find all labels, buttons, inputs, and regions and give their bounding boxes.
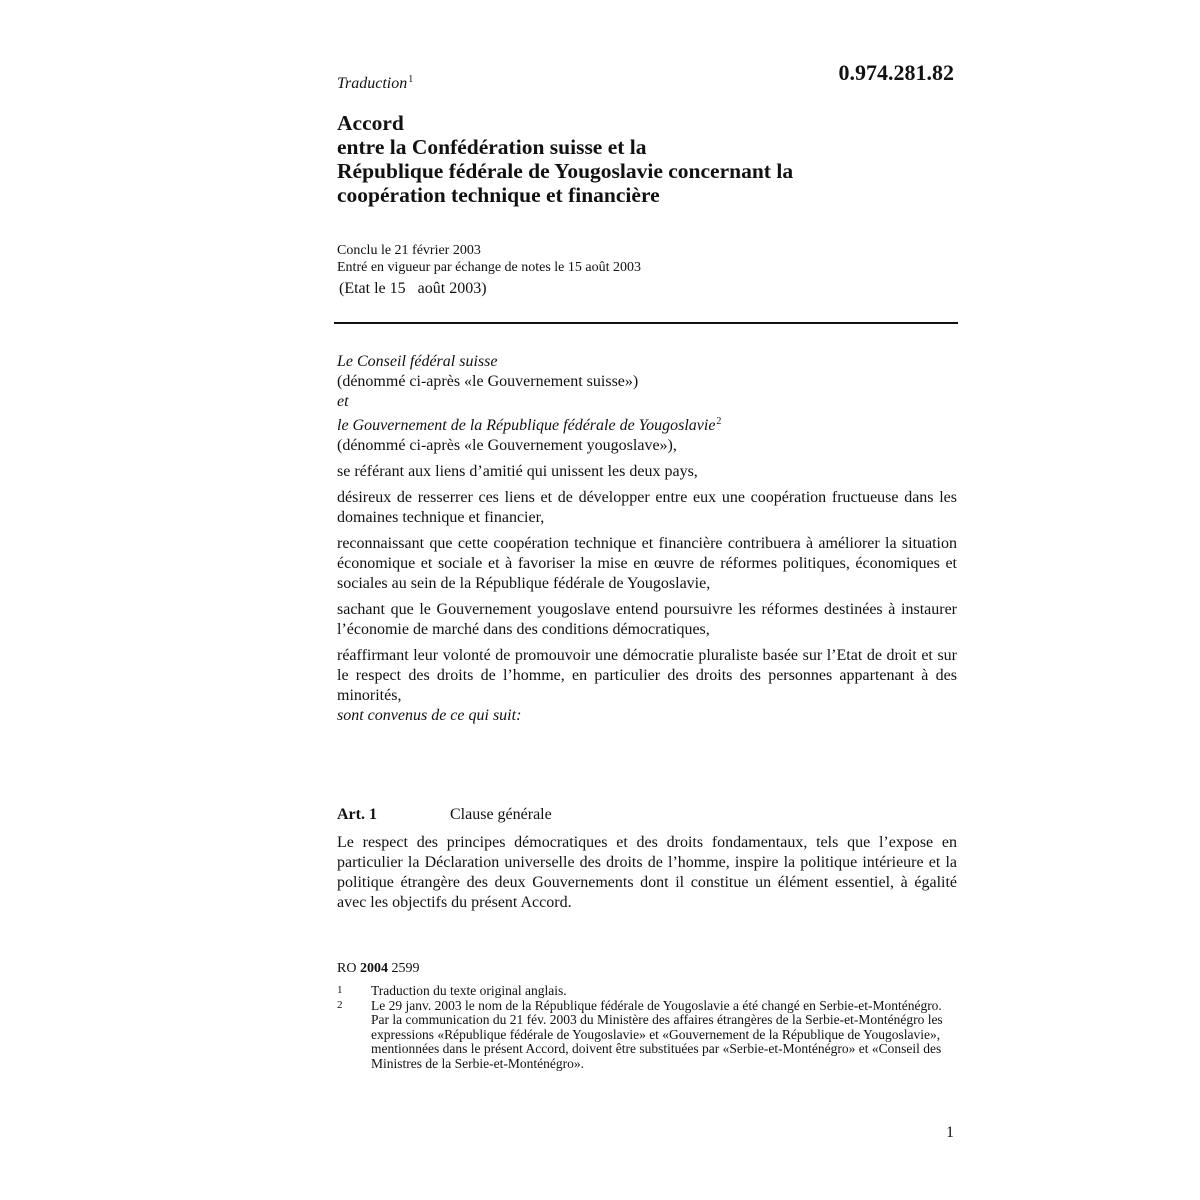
- footnotes: [337, 962, 957, 1071]
- ro-reference: [337, 962, 957, 976]
- footnote-ref-2[interactable]: 2: [716, 416, 722, 427]
- party-1: Le Conseil fédéral suisse: [337, 353, 498, 370]
- traduction-label: [337, 74, 413, 93]
- title-line-2: entre la Confédération suisse et la: [337, 135, 647, 159]
- footnote-1: [337, 984, 957, 999]
- status-date: [339, 280, 957, 297]
- footnote-2: [337, 999, 957, 1072]
- page-number: 1: [946, 1124, 954, 1141]
- article-1-body: Le respect des principes démocratiques et des droits fondamentaux, tels que l’expose en particulier la Déclaration universelle des droits de l’homme, inspire la politique intérieure et la politique étrangère des deux Gouvernements dont il constitue un élément essentiel, à égalité avec les objectifs du présent Accord.: [337, 834, 957, 911]
- entry-into-force: Entré en vigueur par échange de notes le 15 août 2003: [337, 260, 642, 275]
- preamble-paragraph: sachant que le Gouvernement yougoslave entend poursuivre les réformes destinées à instaurer l’économie de marché dans des conditions démocratiques,: [337, 601, 957, 638]
- sr-number: 0.974.281.82: [838, 60, 954, 85]
- ro-prefix: RO: [337, 961, 357, 976]
- footnote-number: 2: [337, 998, 343, 1011]
- article-number: Art. 1: [337, 806, 377, 823]
- title-line-3: République fédérale de Yougoslavie concernant la: [337, 159, 794, 183]
- document-title: [337, 111, 957, 207]
- footnote-number: 1: [337, 984, 343, 996]
- title-line-4: coopération technique et financière: [337, 183, 660, 207]
- status-suffix: août 2003): [417, 280, 487, 297]
- title-line-1: Accord: [337, 111, 404, 135]
- article-1: [337, 805, 957, 913]
- preamble-paragraph: reconnaissant que cette coopération technique et financière contribuera à améliorer la situation économique et sociale et à favoriser la mise en œuvre de réformes politiques, économiques et sociales au sein de la République fédérale de Yougoslavie,: [337, 535, 957, 592]
- conjunction: et: [337, 393, 349, 410]
- header-divider: [334, 322, 958, 324]
- preamble-closing: sont convenus de ce qui suit:: [337, 707, 522, 724]
- footnote-ref-1[interactable]: 1: [408, 74, 414, 85]
- concluded-date: Conclu le 21 février 2003: [337, 243, 481, 258]
- footnote-text: Le 29 janv. 2003 le nom de la République fédérale de Yougoslavie a été changé en Serbie-et-Monténégro. Par la communication du 21 fév. 2003 du Ministère des affaires étrangères de la Serbie-et-Monténégro les expressions «République fédérale de Yougoslavie» et «Gouvernement de la République de Yougoslavie», mentionnées dans le présent Accord, doivent être substituées par «Serbie-et-Monténégro» et «Conseil des Ministres de la Serbie-et-Monténégro».: [371, 997, 943, 1071]
- party-1-alias: (dénommé ci-après «le Gouvernement suisse»): [337, 373, 639, 390]
- preamble: [337, 352, 957, 726]
- party-2-alias: (dénommé ci-après «le Gouvernement yougoslave»),: [337, 437, 677, 454]
- document-meta: [337, 242, 957, 297]
- traduction-text: Traduction: [337, 75, 408, 92]
- article-1-header: [337, 805, 957, 825]
- ro-year: 2004: [359, 961, 388, 976]
- party-2: [337, 412, 957, 436]
- ro-page: 2599: [391, 961, 420, 976]
- preamble-paragraph: se référant aux liens d’amitié qui unissent les deux pays,: [337, 463, 698, 480]
- preamble-paragraph: réaffirmant leur volonté de promouvoir une démocratie pluraliste basée sur l’Etat de droit et sur le respect des droits de l’homme, en particulier des droits des personnes appartenant à des minorités,: [337, 647, 957, 704]
- article-heading: Clause générale: [450, 806, 552, 823]
- status-prefix: (Etat le 15: [339, 280, 406, 297]
- party-2-name: le Gouvernement de la République fédérale de Yougoslavie: [337, 417, 716, 434]
- preamble-paragraph: désireux de resserrer ces liens et de développer entre eux une coopération fructueuse dans les domaines technique et financier,: [337, 489, 957, 526]
- footnote-text: Traduction du texte original anglais.: [371, 983, 567, 998]
